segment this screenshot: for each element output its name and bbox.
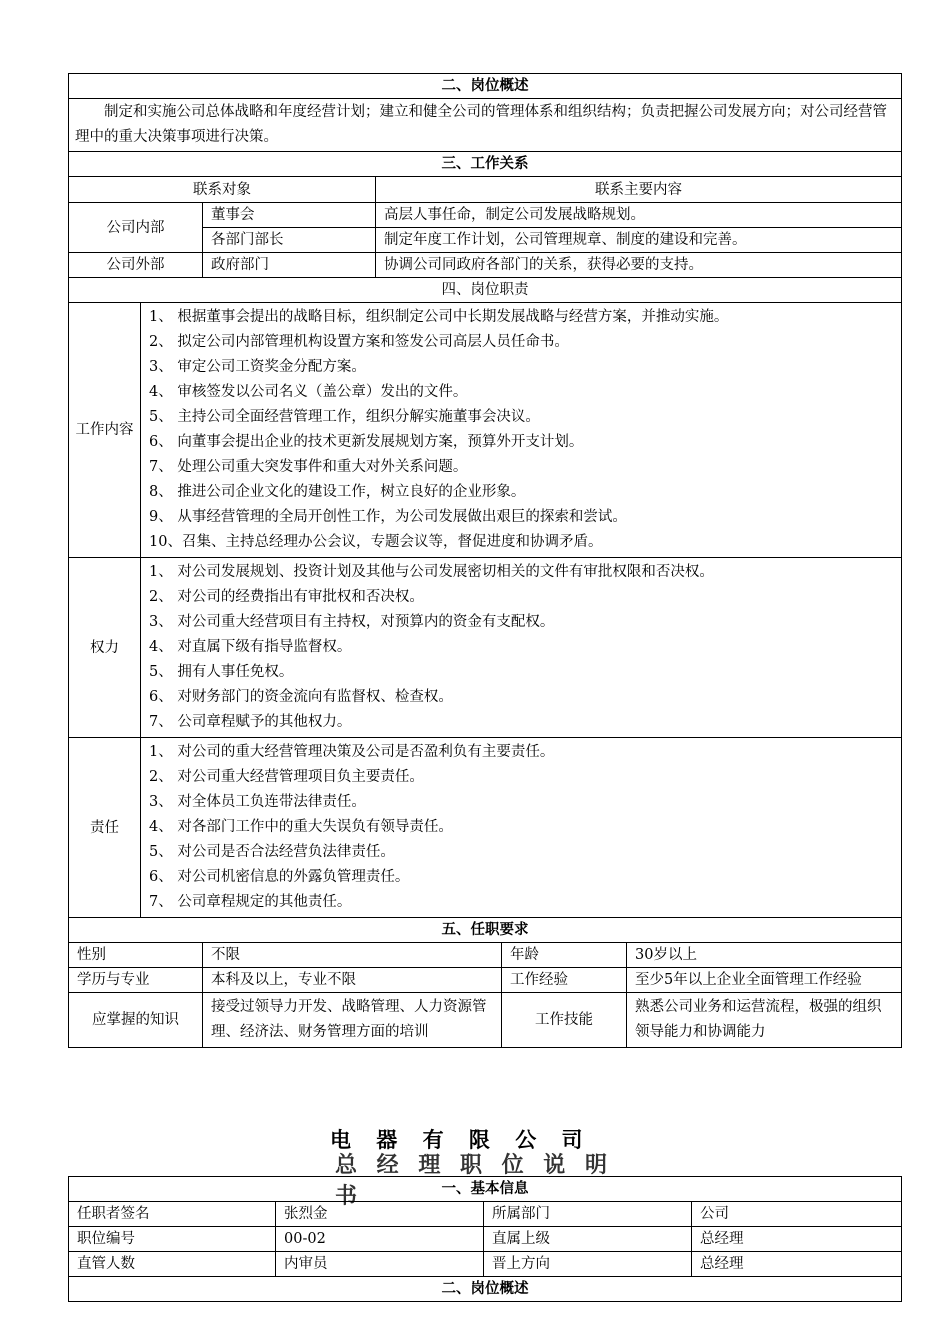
info-label: 所属部门	[484, 1202, 692, 1227]
duty-list	[141, 738, 902, 918]
req-label: 年龄	[502, 943, 627, 968]
relations-content: 制定年度工作计划，公司管理规章、制度的建设和完善。	[376, 228, 902, 253]
req-label: 学历与专业	[69, 968, 203, 993]
relations-content: 协调公司同政府各部门的关系，获得必要的支持。	[376, 253, 902, 278]
info-label: 晋上方向	[484, 1252, 692, 1277]
list-item: 6、 对财务部门的资金流向有监督权、检查权。	[149, 689, 453, 705]
list-item: 6、 向董事会提出企业的技术更新发展规划方案，预算外开支计划。	[149, 434, 584, 450]
req-value: 至少5年以上企业全面管理工作经验	[627, 968, 902, 993]
relations-col-target: 联系对象	[69, 177, 376, 203]
relations-group-external: 公司外部	[69, 253, 203, 278]
relations-target: 董事会	[203, 203, 376, 228]
work-content-label: 工作内容	[69, 303, 141, 558]
list-item: 4、 对各部门工作中的重大失误负有领导责任。	[149, 819, 453, 835]
info-label: 职位编号	[69, 1227, 276, 1252]
list-item: 5、 主持公司全面经营管理工作，组织分解实施董事会决议。	[149, 409, 540, 425]
info-value: 内审员	[276, 1252, 484, 1277]
section-title-relations: 三、工作关系	[69, 152, 902, 177]
company-title: 电 器 有 限 公 司	[330, 1128, 592, 1152]
relations-col-content: 联系主要内容	[376, 177, 902, 203]
list-item: 3、 对公司重大经营项目有主持权，对预算内的资金有支配权。	[149, 614, 555, 630]
list-item: 7、 处理公司重大突发事件和重大对外关系问题。	[149, 459, 468, 475]
req-label: 工作技能	[502, 993, 627, 1048]
list-item: 9、 从事经营管理的全局开创性工作，为公司发展做出艰巨的探索和尝试。	[149, 509, 627, 525]
info-value: 00-02	[276, 1227, 484, 1252]
list-item: 5、 拥有人事任免权。	[149, 664, 294, 680]
info-label: 直属上级	[484, 1227, 692, 1252]
info-value: 总经理	[692, 1252, 902, 1277]
req-value: 本科及以上，专业不限	[203, 968, 502, 993]
relations-content: 高层人事任命，制定公司发展战略规划。	[376, 203, 902, 228]
req-value: 30岁以上	[627, 943, 902, 968]
relations-target: 政府部门	[203, 253, 376, 278]
section-title-duties: 四、岗位职责	[69, 278, 902, 303]
req-value: 接受过领导力开发、战略管理、人力资源管理、经济法、财务管理方面的培训	[203, 993, 502, 1048]
document-title-cut-off: 总 经 理 职 位 说 明 书	[335, 1153, 613, 1209]
list-item: 8、 推进公司企业文化的建设工作，树立良好的企业形象。	[149, 484, 526, 500]
list-item: 2、 对公司的经费指出有审批权和否决权。	[149, 589, 424, 605]
job-description-table	[68, 73, 902, 1048]
list-item: 7、 公司章程规定的其他责任。	[149, 894, 352, 910]
list-item: 6、 对公司机密信息的外露负管理责任。	[149, 869, 410, 885]
req-label: 工作经验	[502, 968, 627, 993]
duty-label: 责任	[69, 738, 141, 918]
info-label: 任职者签名	[69, 1202, 276, 1227]
overview-text: 制定和实施公司总体战略和年度经营计划；建立和健全公司的管理体系和组织结构；负责把握公司发展方向；对公司经营管理中的重大决策事项进行决策。	[69, 99, 902, 152]
power-label: 权力	[69, 558, 141, 738]
relations-group-internal: 公司内部	[69, 203, 203, 253]
list-item: 10、召集、主持总经理办公会议，专题会议等，督促进度和协调矛盾。	[149, 534, 603, 550]
req-value: 熟悉公司业务和运营流程，极强的组织领导能力和协调能力	[627, 993, 902, 1048]
relations-target: 各部门部长	[203, 228, 376, 253]
list-item: 1、 对公司的重大经营管理决策及公司是否盈利负有主要责任。	[149, 744, 555, 760]
list-item: 4、 对直属下级有指导监督权。	[149, 639, 352, 655]
list-item: 7、 公司章程赋予的其他权力。	[149, 714, 352, 730]
info-value: 公司	[692, 1202, 902, 1227]
section-title-basic-info: 一、基本信息	[69, 1177, 902, 1202]
section-title-requirements: 五、任职要求	[69, 918, 902, 943]
section-title-overview-2: 二、岗位概述	[69, 1277, 902, 1302]
req-value: 不限	[203, 943, 502, 968]
list-item: 2、 对公司重大经营管理项目负主要责任。	[149, 769, 424, 785]
req-label: 性别	[69, 943, 203, 968]
req-label: 应掌握的知识	[69, 993, 203, 1048]
info-value: 张烈金	[276, 1202, 484, 1227]
info-value: 总经理	[692, 1227, 902, 1252]
work-content-list	[141, 303, 902, 558]
list-item: 5、 对公司是否合法经营负法律责任。	[149, 844, 395, 860]
list-item: 4、 审核签发以公司名义（盖公章）发出的文件。	[149, 384, 468, 400]
power-list	[141, 558, 902, 738]
section-title-overview: 二、岗位概述	[69, 74, 902, 99]
info-label: 直管人数	[69, 1252, 276, 1277]
list-item: 1、 对公司发展规划、投资计划及其他与公司发展密切相关的文件有审批权限和否决权。	[149, 564, 714, 580]
list-item: 1、 根据董事会提出的战略目标，组织制定公司中长期发展战略与经营方案，并推动实施。	[149, 309, 729, 325]
list-item: 3、 审定公司工资奖金分配方案。	[149, 359, 366, 375]
list-item: 2、 拟定公司内部管理机构设置方案和签发公司高层人员任命书。	[149, 334, 569, 350]
basic-info-table	[68, 1176, 902, 1302]
list-item: 3、 对全体员工负连带法律责任。	[149, 794, 366, 810]
